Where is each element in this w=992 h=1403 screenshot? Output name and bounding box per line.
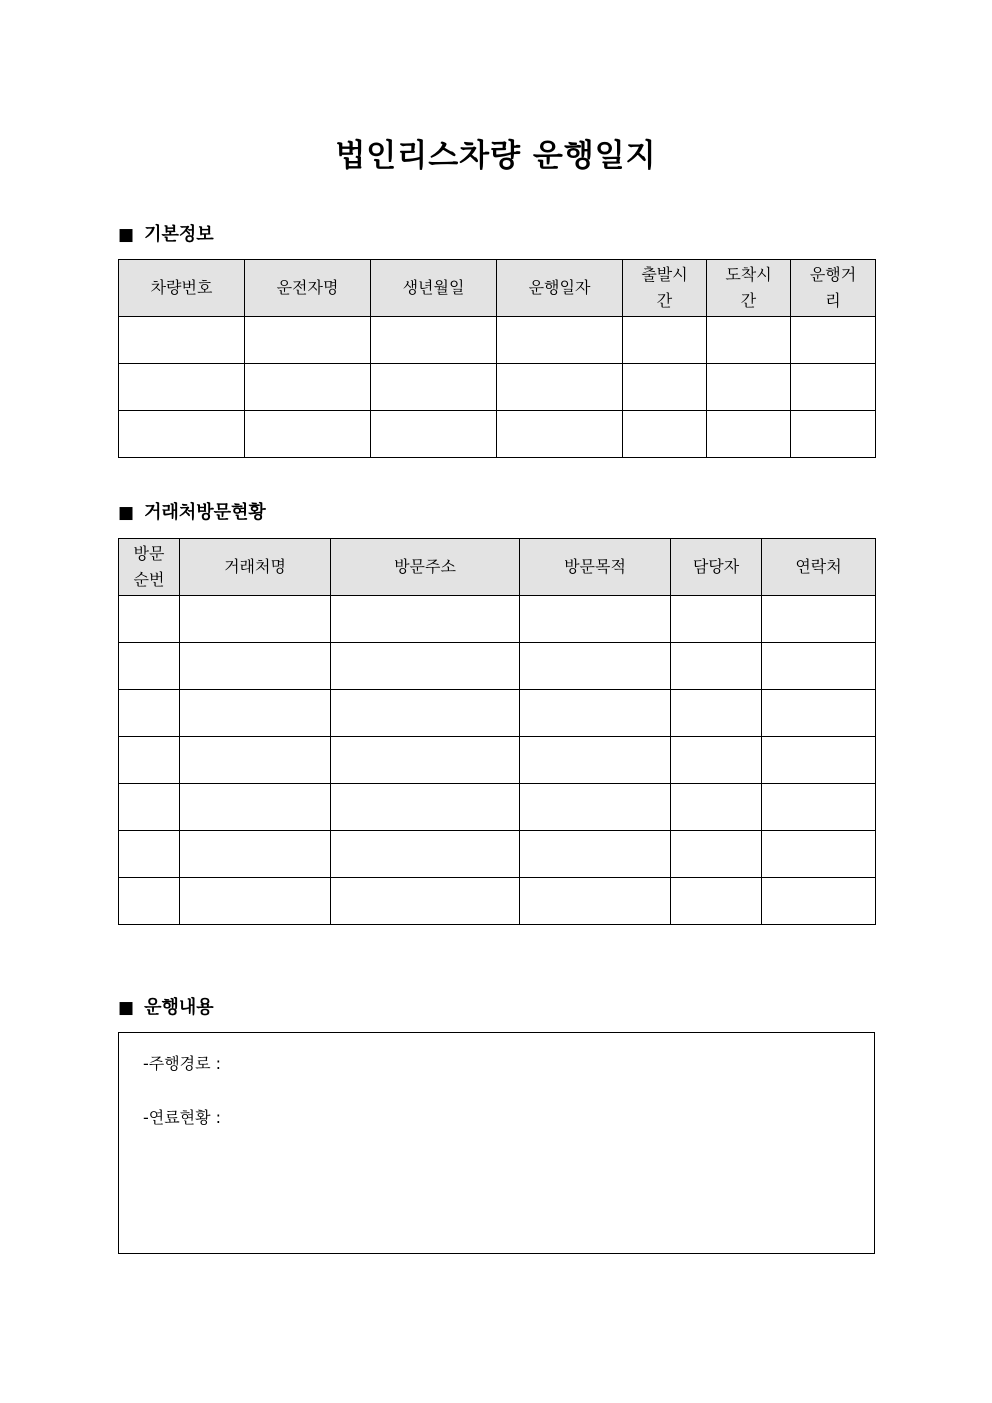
table-cell[interactable] xyxy=(331,643,520,690)
table-cell[interactable] xyxy=(331,690,520,737)
header-visit-order-label: 방문 순번 xyxy=(133,544,165,589)
square-bullet-icon: ■ xyxy=(118,998,135,1018)
table-cell[interactable] xyxy=(671,784,762,831)
table-cell[interactable] xyxy=(623,364,707,411)
table-row xyxy=(119,831,876,878)
table-cell[interactable] xyxy=(791,364,876,411)
basic-info-table xyxy=(118,259,876,458)
header-contact-person: 담당자 xyxy=(671,539,762,596)
section-heading-visits xyxy=(118,500,266,526)
driving-notes-box[interactable] xyxy=(118,1032,875,1254)
table-cell[interactable] xyxy=(520,878,671,925)
table-row xyxy=(119,690,876,737)
table-cell[interactable] xyxy=(119,317,245,364)
table-cell[interactable] xyxy=(180,643,331,690)
table-cell[interactable] xyxy=(119,596,180,643)
table-cell[interactable] xyxy=(119,831,180,878)
section-heading-driving xyxy=(118,995,214,1021)
table-cell[interactable] xyxy=(762,596,876,643)
table-row xyxy=(119,878,876,925)
table-cell[interactable] xyxy=(520,784,671,831)
table-cell[interactable] xyxy=(119,737,180,784)
table-cell[interactable] xyxy=(707,411,791,458)
section-title-visits: 거래처방문현황 xyxy=(144,502,266,523)
table-cell[interactable] xyxy=(371,411,497,458)
header-phone: 연락처 xyxy=(762,539,876,596)
header-distance-label: 운행거 리 xyxy=(809,265,857,310)
table-cell[interactable] xyxy=(671,690,762,737)
table-cell[interactable] xyxy=(707,317,791,364)
table-cell[interactable] xyxy=(119,643,180,690)
header-driving-date: 운행일자 xyxy=(497,260,623,317)
route-label: -주행경로 : xyxy=(143,1054,222,1073)
table-cell[interactable] xyxy=(520,643,671,690)
table-cell[interactable] xyxy=(497,317,623,364)
table-cell[interactable] xyxy=(119,364,245,411)
header-vehicle-number: 차량번호 xyxy=(119,260,245,317)
header-departure-time xyxy=(623,260,707,317)
table-row xyxy=(119,411,876,458)
table-cell[interactable] xyxy=(520,831,671,878)
table-cell[interactable] xyxy=(791,317,876,364)
table-cell[interactable] xyxy=(180,737,331,784)
table-cell[interactable] xyxy=(371,317,497,364)
table-cell[interactable] xyxy=(180,784,331,831)
table-cell[interactable] xyxy=(671,643,762,690)
header-visit-address: 방문주소 xyxy=(331,539,520,596)
table-row xyxy=(119,737,876,784)
table-cell[interactable] xyxy=(762,831,876,878)
table-cell[interactable] xyxy=(791,411,876,458)
header-distance xyxy=(791,260,876,317)
table-cell[interactable] xyxy=(331,737,520,784)
table-cell[interactable] xyxy=(371,364,497,411)
header-departure-time-label: 출발시 간 xyxy=(641,265,688,310)
table-cell[interactable] xyxy=(119,784,180,831)
table-row xyxy=(119,364,876,411)
table-row xyxy=(119,643,876,690)
header-arrival-time-label: 도착시 간 xyxy=(725,265,772,310)
table-cell[interactable] xyxy=(331,831,520,878)
header-birth-date: 생년월일 xyxy=(371,260,497,317)
table-cell[interactable] xyxy=(762,737,876,784)
table-cell[interactable] xyxy=(180,831,331,878)
table-cell[interactable] xyxy=(762,878,876,925)
table-header-row xyxy=(119,539,876,596)
table-cell[interactable] xyxy=(245,411,371,458)
header-driver-name: 운전자명 xyxy=(245,260,371,317)
table-cell[interactable] xyxy=(520,737,671,784)
page-title: 법인리스차량 운행일지 xyxy=(335,138,657,174)
table-cell[interactable] xyxy=(762,643,876,690)
table-cell[interactable] xyxy=(497,364,623,411)
table-cell[interactable] xyxy=(671,878,762,925)
table-cell[interactable] xyxy=(119,411,245,458)
table-cell[interactable] xyxy=(623,317,707,364)
table-cell[interactable] xyxy=(623,411,707,458)
table-cell[interactable] xyxy=(180,596,331,643)
table-cell[interactable] xyxy=(520,690,671,737)
table-cell[interactable] xyxy=(180,690,331,737)
table-cell[interactable] xyxy=(331,878,520,925)
table-cell[interactable] xyxy=(331,596,520,643)
table-cell[interactable] xyxy=(119,690,180,737)
table-header-row xyxy=(119,260,876,317)
table-cell[interactable] xyxy=(180,878,331,925)
section-title-driving: 운행내용 xyxy=(144,997,214,1018)
table-cell[interactable] xyxy=(762,784,876,831)
table-cell[interactable] xyxy=(497,411,623,458)
table-row xyxy=(119,317,876,364)
table-cell[interactable] xyxy=(331,784,520,831)
header-visit-order xyxy=(119,539,180,596)
square-bullet-icon: ■ xyxy=(118,225,135,245)
table-cell[interactable] xyxy=(671,737,762,784)
table-cell[interactable] xyxy=(671,831,762,878)
fuel-label: -연료현황 : xyxy=(143,1108,222,1127)
table-row xyxy=(119,596,876,643)
table-cell[interactable] xyxy=(119,878,180,925)
table-cell[interactable] xyxy=(762,690,876,737)
table-cell[interactable] xyxy=(245,364,371,411)
table-cell[interactable] xyxy=(707,364,791,411)
table-row xyxy=(119,784,876,831)
section-heading-basic xyxy=(118,222,214,248)
section-title-basic: 기본정보 xyxy=(144,224,214,245)
square-bullet-icon: ■ xyxy=(118,503,135,523)
header-visit-purpose: 방문목적 xyxy=(520,539,671,596)
table-cell[interactable] xyxy=(520,596,671,643)
table-cell[interactable] xyxy=(671,596,762,643)
header-client-name: 거래처명 xyxy=(180,539,331,596)
table-cell[interactable] xyxy=(245,317,371,364)
client-visits-table xyxy=(118,538,876,925)
header-arrival-time xyxy=(707,260,791,317)
